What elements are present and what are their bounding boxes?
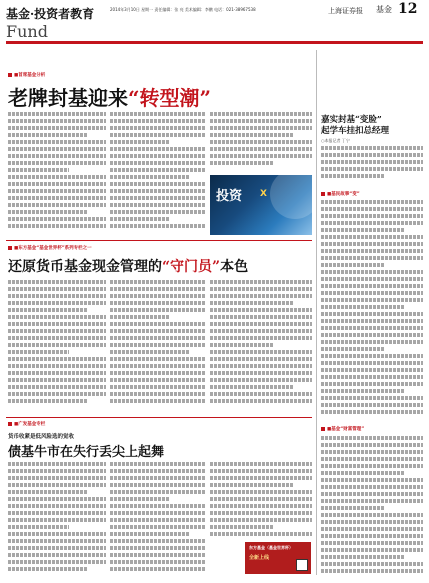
article3-subhead: 货币收紧是低风险选的觉收 (8, 434, 75, 440)
article1-photo (210, 175, 312, 235)
column-body-1 (321, 146, 423, 186)
section-fund-label: Fund (6, 22, 48, 41)
page-label: 基金 (376, 5, 392, 14)
article2-headline-text: 还原货币基金现金管理的 (8, 259, 162, 275)
article1-col3 (210, 112, 312, 172)
advertisement[interactable] (245, 542, 311, 574)
qr-code-icon (296, 559, 308, 571)
article3-tag: ■广发基金专栏 (8, 421, 45, 427)
photo-caption-text: 投资 (216, 189, 243, 204)
newspaper-logo: 上海证券报 (328, 7, 363, 15)
article3-col1 (8, 462, 106, 576)
article2-tag: ■东方基金“基金世界杯”系列专栏之一 (8, 245, 92, 251)
article2-col3 (210, 280, 312, 410)
column-body-3 (321, 436, 423, 576)
article2-headline (8, 256, 248, 276)
article2-col1 (8, 280, 106, 410)
article2-headline-quote: “守门员” (162, 259, 221, 275)
column-body-2 (321, 200, 423, 420)
photo-accent: X (260, 189, 267, 199)
page-number: 12 (398, 1, 418, 17)
photo-decoration (270, 175, 312, 219)
article1-col1 (8, 112, 106, 232)
column2-tag: ■基金“财富管理” (321, 426, 364, 432)
masthead (0, 0, 429, 46)
article2-headline-post: 本色 (220, 259, 249, 275)
article1-headline-quote: “转型潮” (128, 86, 212, 110)
article1-tag: ■首席基金分析 (8, 72, 45, 78)
article3-headline: 债基牛市在失行丢尖上起舞 (8, 445, 165, 460)
ad-title: 东方基金（基金世界杯） (249, 545, 293, 550)
column-tag: ■基民故事“变” (321, 191, 360, 197)
article3-col2 (110, 462, 206, 576)
article3-rule (6, 417, 312, 418)
column-headline-1: 嘉实封基“变脸” (321, 115, 382, 125)
article1-headline-text: 老牌封基迎来 (8, 86, 128, 110)
ad-slogan: 全新上线 (249, 555, 270, 561)
article2-rule (6, 240, 312, 241)
article2-col2 (110, 280, 206, 410)
section-title: 基金·投资者教育 (6, 7, 95, 21)
article3-col3 (210, 462, 312, 538)
header-rule (6, 41, 423, 44)
column-headline-2: 起学车挂扣总经理 (321, 126, 390, 136)
column-author: ○本报记者 丁宁 (321, 138, 350, 143)
article1-headline (8, 82, 211, 111)
edition-info: 2014年3月10日 星期一 责任编辑：张 亮 美术编辑：李鹏 电话：021-38967538 (110, 7, 256, 12)
column-divider (316, 50, 317, 575)
article1-col2 (110, 112, 206, 232)
